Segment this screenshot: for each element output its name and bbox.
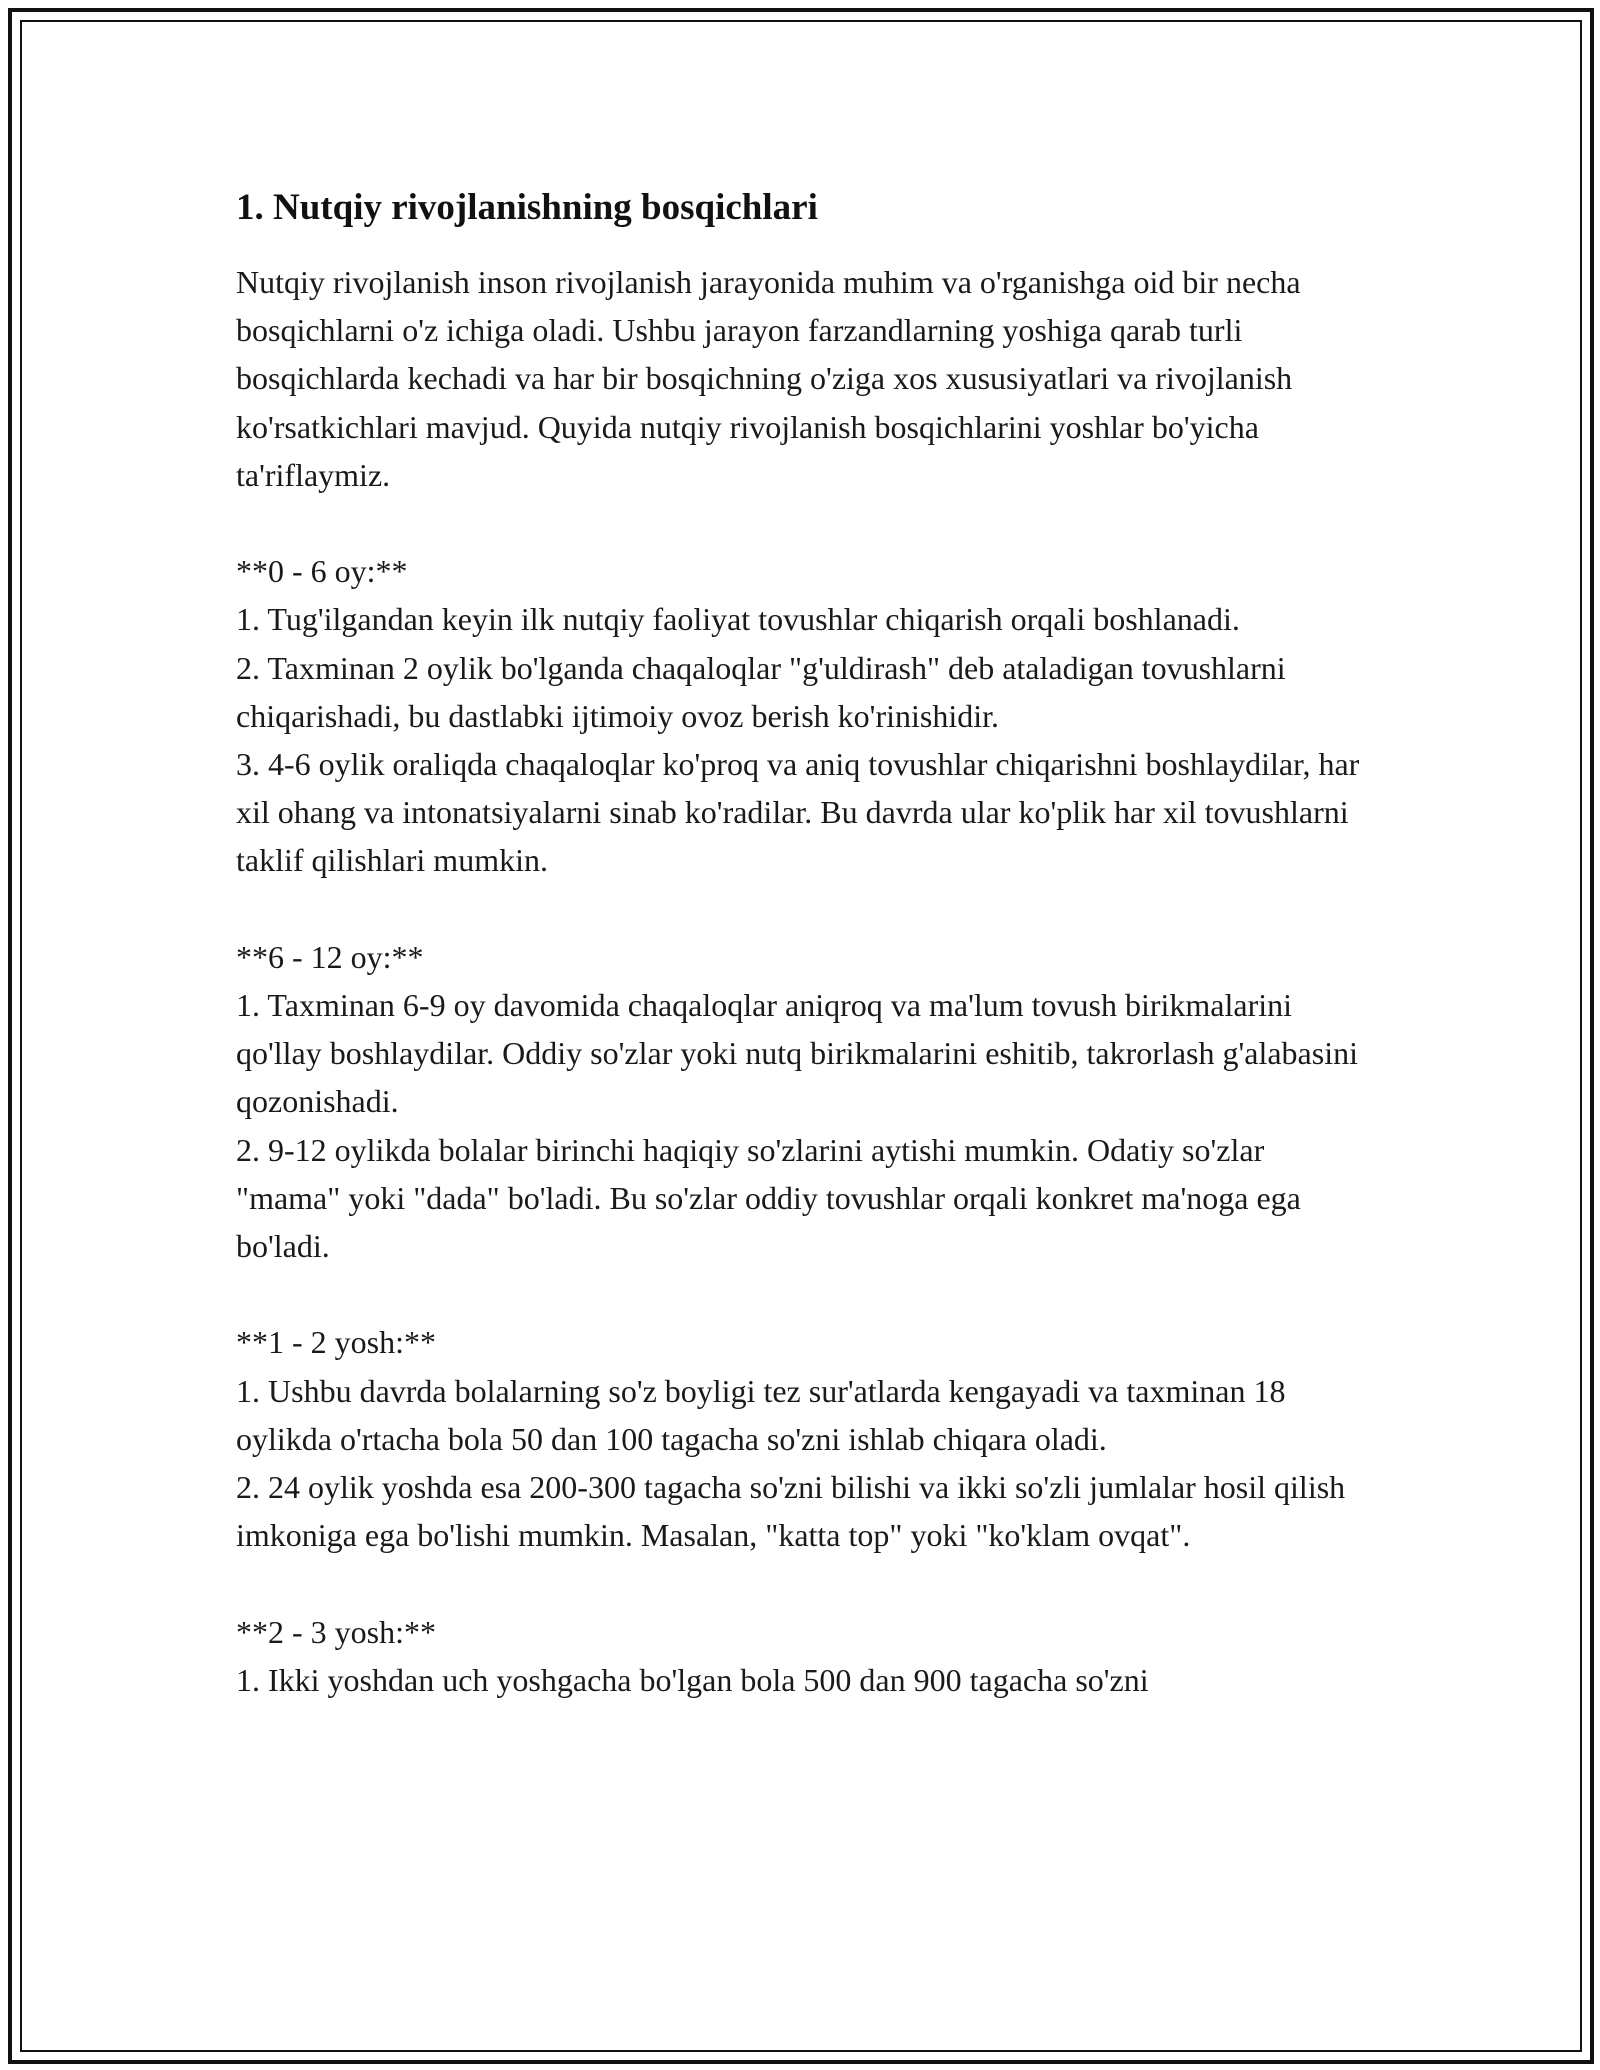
stage-section-6-12-months [236,933,1376,1270]
list-item: 1. Ikki yoshdan uch yoshgacha bo'lgan bola 500 dan 900 tagacha so'zni [236,1661,1149,1698]
stage-title: **6 - 12 oy:** [236,938,424,975]
stage-section-0-6-months [236,547,1376,884]
section-heading: 1. Nutqiy rivojlanishning bosqichlari [236,187,818,228]
list-item: 3. 4-6 oylik oraliqda chaqaloqlar ko'proq va aniq tovushlar chiqarishni boshlaydilar, har xil ohang va intonatsiyalarni sinab ko'radilar. Bu davrda ular ko'plik har xil tovushlarni taklif qilishlari mumkin. [236,746,1360,879]
stage-section-1-2-years [236,1318,1376,1559]
list-item: 1. Ushbu davrda bolalarning so'z boyligi tez sur'atlarda kengayadi va taxminan 18 oylikda o'rtacha bola 50 dan 100 tagacha so'zni ishlab chiqara oladi. [236,1372,1286,1457]
list-item: 2. 9-12 oylikda bolalar birinchi haqiqiy so'zlarini aytishi mumkin. Odatiy so'zlar "mama" yoki "dada" bo'ladi. Bu so'zlar oddiy tovushlar orqali konkret ma'noga ega bo'ladi. [236,1131,1301,1265]
stage-title: **0 - 6 oy:** [236,553,408,590]
list-item: 2. 24 oylik yoshda esa 200-300 tagacha so'zni bilishi va ikki so'zli jumlalar hosil qilish imkoniga ega bo'lishi mumkin. Masalan, "katta top" yoki "ko'klam ovqat". [236,1469,1346,1554]
list-item: 1. Tug'ilgandan keyin ilk nutqiy faoliyat tovushlar chiqarish orqali boshlanadi. [236,601,1240,638]
list-item: 1. Taxminan 6-9 oy davomida chaqaloqlar aniqroq va ma'lum tovush birikmalarini qo'llay boshlaydilar. Oddiy so'zlar yoki nutq birikmalarini eshitib, takrorlash g'alabasini qozonishadi. [236,987,1358,1120]
stage-title: **1 - 2 yosh:** [236,1324,436,1361]
intro-paragraph: Nutqiy rivojlanish inson rivojlanish jarayonida muhim va o'rganishga oid bir necha bosqichlarni o'z ichiga oladi. Ushbu jarayon farzandlarning yoshiga qarab turli bosqichlarda kechadi va har bir bosqichning o'ziga xos xususiyatlari va rivojlanish ko'rsatkichlari mavjud. Quyida nutqiy rivojlanish bosqichlarini yoshlar bo'yicha ta'riflaymiz. [236,264,1301,493]
stage-section-2-3-years [236,1608,1376,1704]
list-item: 2. Taxminan 2 oylik bo'lganda chaqaloqlar "g'uldirash" deb ataladigan tovushlarni chiqarishadi, bu dastlabki ijtimoiy ovoz berish ko'rinishidir. [236,649,1286,734]
document-body [236,184,1376,1704]
stage-title: **2 - 3 yosh:** [236,1613,436,1650]
